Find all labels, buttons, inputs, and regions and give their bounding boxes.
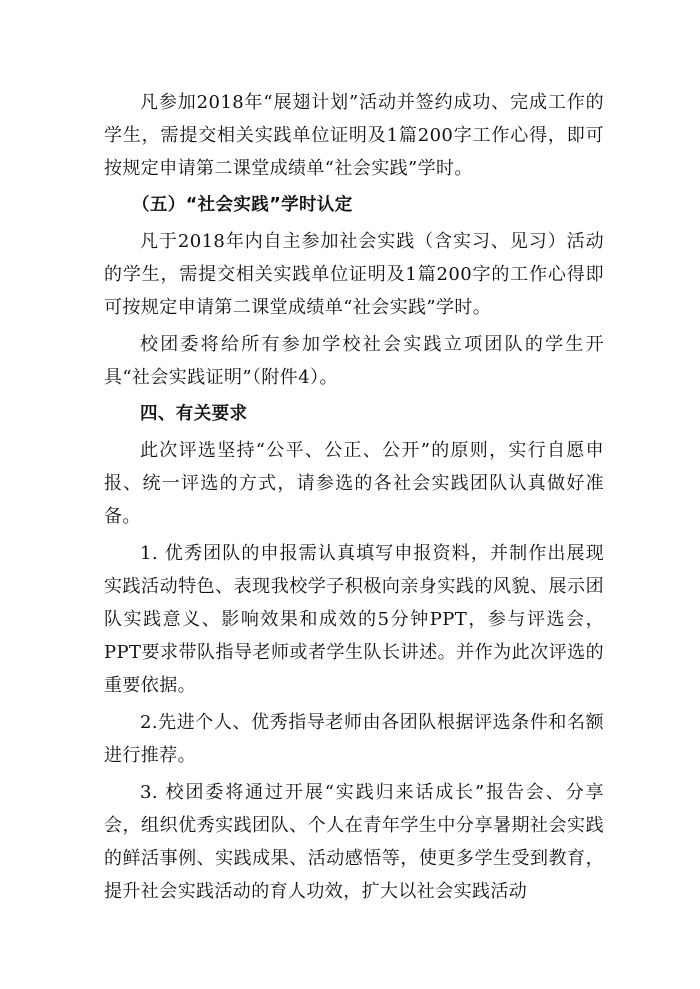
section-heading-requirements: 四、有关要求 <box>140 403 248 424</box>
paragraph-zhanchi-plan: 凡参加2018年“展翅计划”活动并签约成功、完成工作的学生，需提交相关实践单位证明及1篇200字工作心得，即可按规定申请第二课堂成绩单“社会实践”学时。 <box>104 92 604 179</box>
paragraph-requirement-2: 2.先进个人、优秀指导老师由各团队根据评选条件和名额进行推荐。 <box>104 711 604 766</box>
paragraph-practice-certificate: 校团委将给所有参加学校社会实践立项团队的学生开具“社会实践证明”（附件4）。 <box>104 334 604 389</box>
paragraph-selection-principle: 此次评选坚持“公平、公正、公开”的原则，实行自愿申报、统一评选的方式，请参选的各社会实践团队认真做好准备。 <box>104 440 604 528</box>
document-body <box>104 86 604 911</box>
paragraph-requirement-3: 3. 校团委将通过开展“实践归来话成长”报告会、分享会，组织优秀实践团队、个人在青年学生中分享暑期社会实践的鲜活事例、实践成果、活动感悟等，使更多学生受到教育，提升社会实践活动的育人功效，扩大以社会实践活动 <box>104 781 604 902</box>
paragraph-requirement-1: 1. 优秀团队的申报需认真填写申报资料，并制作出展现实践活动特色、表现我校学子积极向亲身实践的风貌、展示团队实践意义、影响效果和成效的5分钟PPT，参与评选会，PPT要求带队指导老师或者学生队长讲述。并作为此次评选的重要依据。 <box>104 543 604 697</box>
paragraph-self-practice: 凡于2018年内自主参加社会实践（含实习、见习）活动的学生，需提交相关实践单位证明及1篇200字的工作心得即可按规定申请第二课堂成绩单“社会实践”学时。 <box>104 231 604 319</box>
section-heading-five: （五）“社会实践”学时认定 <box>132 194 353 215</box>
